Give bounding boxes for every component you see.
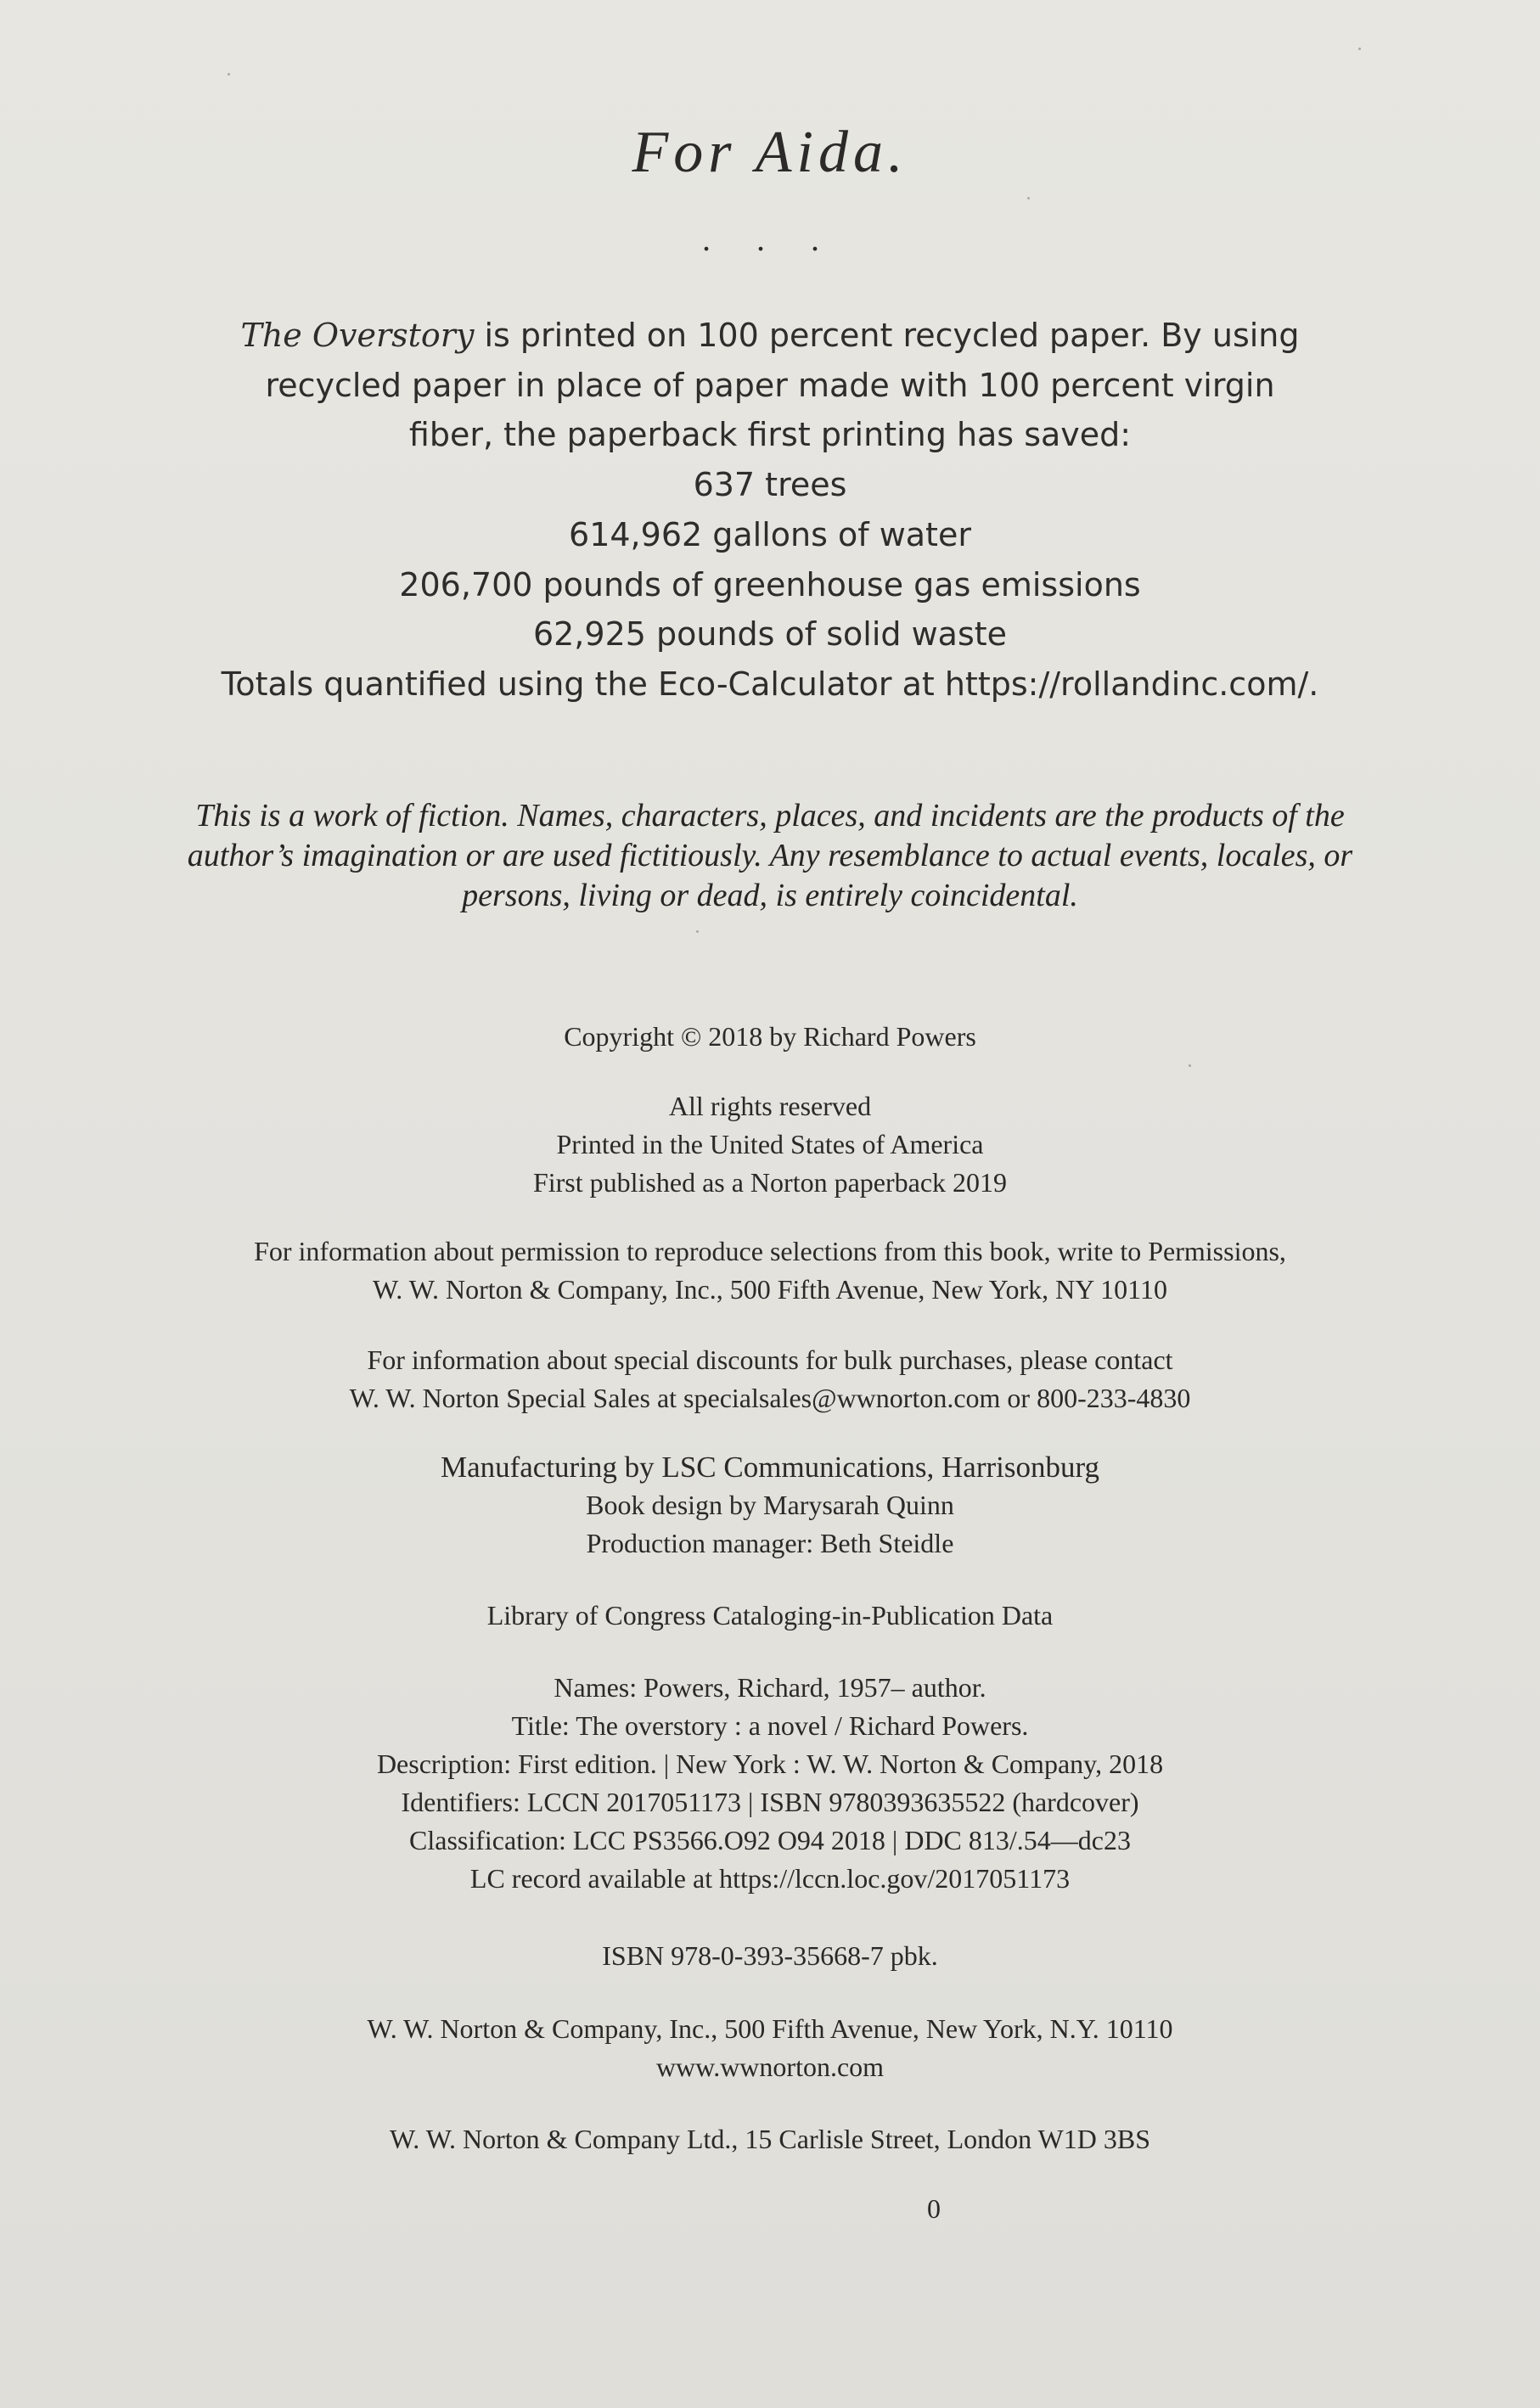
discounts-block bbox=[0, 1341, 1540, 1417]
fiction-line-3: persons, living or dead, is entirely coincidental. bbox=[462, 878, 1078, 913]
cip-names: Names: Powers, Richard, 1957– author. bbox=[554, 1672, 986, 1703]
cip-description: Description: First edition. | New York : W. W. Norton & Company, 2018 bbox=[376, 1748, 1164, 1779]
savings-water: 614,962 gallons of water bbox=[569, 515, 971, 553]
publisher-website: www.wwnorton.com bbox=[655, 2052, 885, 2082]
publisher-us bbox=[0, 2010, 1540, 2086]
eco-line-2: recycled paper in place of paper made with 100 percent virgin bbox=[265, 366, 1275, 404]
cip-block bbox=[0, 1669, 1540, 1898]
production-manager: Production manager: Beth Steidle bbox=[586, 1528, 954, 1558]
fiction-disclaimer bbox=[0, 796, 1540, 916]
cip-identifiers: Identifiers: LCCN 2017051173 | ISBN 9780393635522 (hardcover) bbox=[401, 1787, 1139, 1817]
publisher-us-address: W. W. Norton & Company, Inc., 500 Fifth Avenue, New York, N.Y. 10110 bbox=[367, 2013, 1173, 2044]
loc-heading: Library of Congress Cataloging-in-Publication Data bbox=[486, 1600, 1054, 1631]
publisher-uk: W. W. Norton & Company Ltd., 15 Carlisle Street, London W1D 3BS bbox=[390, 2124, 1150, 2154]
book-title: The Overstory bbox=[240, 317, 475, 354]
paper-speck bbox=[1189, 1064, 1191, 1067]
paper-speck bbox=[1027, 197, 1030, 199]
eco-totals: Totals quantified using the Eco-Calculator at https://rollandinc.com/. bbox=[221, 665, 1319, 703]
discounts-line-2: W. W. Norton Special Sales at specialsales@wwnorton.com or 800-233-4830 bbox=[349, 1383, 1191, 1413]
savings-emissions: 206,700 pounds of greenhouse gas emissions bbox=[399, 565, 1141, 603]
separator: . . . bbox=[702, 220, 838, 258]
isbn: ISBN 978-0-393-35668-7 pbk. bbox=[602, 1940, 938, 1971]
permissions-line-2: W. W. Norton & Company, Inc., 500 Fifth Avenue, New York, NY 10110 bbox=[373, 1274, 1167, 1305]
permissions-block bbox=[0, 1232, 1540, 1309]
discounts-line-1: For information about special discounts for bulk purchases, please contact bbox=[367, 1344, 1173, 1375]
first-published: First published as a Norton paperback 2019 bbox=[532, 1167, 1008, 1198]
manufacturing: Manufacturing by LSC Communications, Harrisonburg bbox=[440, 1451, 1100, 1484]
fiction-line-1: This is a work of fiction. Names, characters, places, and incidents are the products of the bbox=[195, 798, 1345, 834]
eco-line-1 bbox=[0, 311, 1540, 361]
savings-trees: 637 trees bbox=[693, 466, 847, 504]
cip-lc-record: LC record available at https://lccn.loc.gov/2017051173 bbox=[469, 1863, 1071, 1894]
production-block bbox=[0, 1448, 1540, 1563]
eco-notice bbox=[0, 311, 1540, 710]
eco-line-1-rest: is printed on 100 percent recycled paper. By using bbox=[474, 317, 1300, 354]
page-number: 0 bbox=[927, 2193, 941, 2224]
dedication: For Aida. bbox=[632, 120, 908, 185]
eco-line-3: fiber, the paperback first printing has saved: bbox=[408, 416, 1132, 454]
paper-speck bbox=[696, 930, 699, 933]
paper-speck bbox=[1358, 48, 1361, 50]
rights-block bbox=[0, 1087, 1540, 1202]
book-design: Book design by Marysarah Quinn bbox=[586, 1490, 954, 1520]
copyright-notice: Copyright © 2018 by Richard Powers bbox=[564, 1021, 976, 1052]
paper-speck bbox=[228, 73, 230, 76]
permissions-line-1: For information about permission to reproduce selections from this book, write to Permissions, bbox=[254, 1236, 1286, 1266]
savings-waste: 62,925 pounds of solid waste bbox=[532, 615, 1008, 654]
printed-in: Printed in the United States of America bbox=[556, 1129, 984, 1159]
rights-reserved: All rights reserved bbox=[668, 1091, 872, 1121]
cip-classification: Classification: LCC PS3566.O92 O94 2018 | DDC 813/.54—dc23 bbox=[409, 1825, 1131, 1855]
fiction-line-2: author’s imagination or are used fictitiously. Any resemblance to actual events, locales, or bbox=[187, 838, 1353, 873]
cip-title: Title: The overstory : a novel / Richard Powers. bbox=[511, 1710, 1029, 1741]
